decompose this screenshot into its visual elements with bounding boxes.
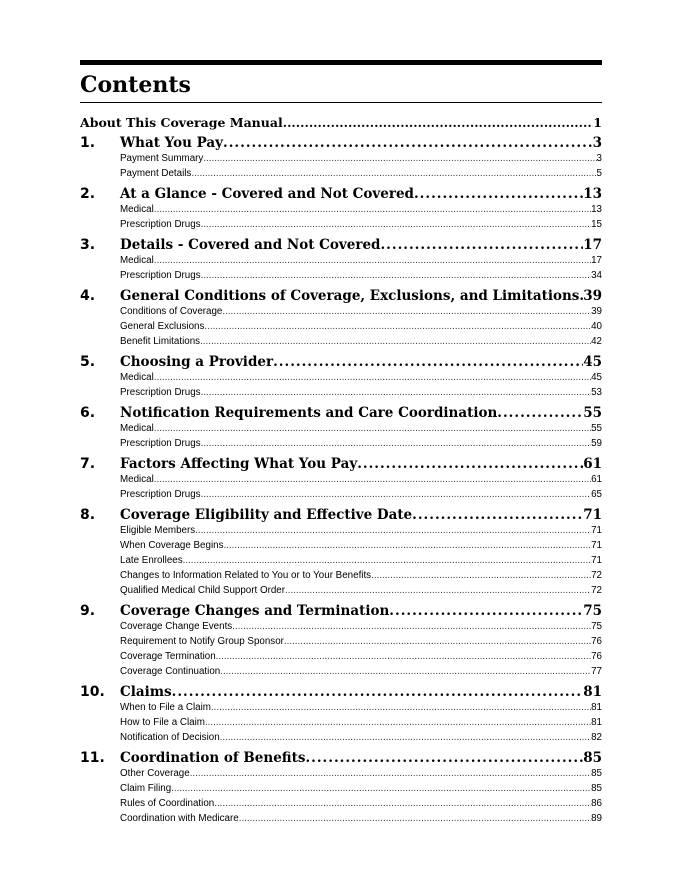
dot-leader (195, 523, 591, 538)
subentry-page: 71 (591, 540, 602, 551)
toc-subentry[interactable] (80, 370, 602, 385)
subentry-page: 53 (591, 387, 602, 398)
chapter-title: What You Pay (120, 135, 224, 151)
dot-leader (283, 115, 594, 130)
subentry-title: Claim Filing (120, 783, 172, 794)
dot-leader (154, 370, 591, 385)
chapter-number: 8. (80, 507, 96, 523)
subentry-title: When Coverage Begins (120, 540, 224, 551)
dot-leader (220, 730, 591, 745)
toc-chapter-1[interactable] (80, 135, 602, 151)
chapter-page: 39 (583, 288, 602, 304)
toc-subentry[interactable] (80, 553, 602, 568)
dot-leader (305, 750, 583, 766)
subentry-title: Payment Summary (120, 153, 204, 164)
chapter-title: Coordination of Benefits (120, 750, 306, 766)
subentry-page: 77 (591, 666, 602, 677)
chapter-title: Notification Requirements and Care Coordination (120, 405, 498, 421)
subentry-page: 72 (591, 585, 602, 596)
subentry-title: How to File a Claim (120, 717, 205, 728)
subentry-title: When to File a Claim (120, 702, 211, 713)
toc-chapter-9[interactable] (80, 603, 602, 619)
toc-subentry[interactable] (80, 619, 602, 634)
toc-subentry[interactable] (80, 385, 602, 400)
toc-subentry[interactable] (80, 472, 602, 487)
dot-leader (273, 354, 583, 370)
dot-leader (191, 166, 596, 181)
chapter-number: 11. (80, 750, 105, 766)
chapter-page: 55 (583, 405, 602, 421)
dot-leader (232, 619, 591, 634)
toc-chapter-6[interactable] (80, 405, 602, 421)
toc-subentry[interactable] (80, 253, 602, 268)
subentry-title: Notification of Decision (120, 732, 220, 743)
subentry-page: 85 (591, 783, 602, 794)
subentry-title: Benefit Limitations (120, 336, 201, 347)
subentry-page: 5 (596, 168, 602, 179)
chapter-title: Factors Affecting What You Pay (120, 456, 358, 472)
subentry-page: 55 (591, 423, 602, 434)
dot-leader (389, 603, 583, 619)
toc-subentry[interactable] (80, 421, 602, 436)
chapter-list (80, 135, 602, 826)
dot-leader (205, 715, 591, 730)
subentry-page: 17 (591, 255, 602, 266)
dot-leader (223, 135, 593, 151)
subentry-title: General Exclusions (120, 321, 205, 332)
subentry-title: Coverage Change Events (120, 621, 233, 632)
subentry-page: 81 (591, 717, 602, 728)
toc-subentry[interactable] (80, 268, 602, 283)
top-rule (80, 60, 602, 65)
toc-subentry[interactable] (80, 568, 602, 583)
subentry-title: Coverage Continuation (120, 666, 221, 677)
toc-subentry[interactable] (80, 538, 602, 553)
subentry-page: 71 (591, 525, 602, 536)
chapter-number: 4. (80, 288, 96, 304)
subentry-title: Coverage Termination (120, 651, 216, 662)
toc-subentry[interactable] (80, 649, 602, 664)
subentry-page: 75 (591, 621, 602, 632)
toc-subentry[interactable] (80, 436, 602, 451)
dot-leader (201, 487, 592, 502)
dot-leader (154, 421, 591, 436)
subentry-page: 15 (591, 219, 602, 230)
dot-leader (211, 700, 591, 715)
toc-chapter-8[interactable] (80, 507, 602, 523)
subentry-page: 76 (591, 636, 602, 647)
dot-leader (412, 507, 583, 523)
dot-leader (172, 684, 584, 700)
subentry-title: Medical (120, 372, 154, 383)
chapter-title: Choosing a Provider (120, 354, 274, 370)
toc-subentry[interactable] (80, 166, 602, 181)
subentry-title: Requirement to Notify Group Sponsor (120, 636, 284, 647)
subentry-page: 59 (591, 438, 602, 449)
dot-leader (285, 583, 591, 598)
toc-subentry[interactable] (80, 715, 602, 730)
subentry-title: Coordination with Medicare (120, 813, 239, 824)
subentry-page: 3 (596, 153, 602, 164)
dot-leader (200, 334, 591, 349)
toc-subentry[interactable] (80, 319, 602, 334)
subentry-page: 39 (591, 306, 602, 317)
dot-leader (284, 634, 591, 649)
subentry-title: Medical (120, 423, 154, 434)
toc-subentry[interactable] (80, 730, 602, 745)
toc-chapter-10[interactable] (80, 684, 602, 700)
subentry-title: Medical (120, 474, 154, 485)
toc-subentry[interactable] (80, 796, 602, 811)
dot-leader (154, 253, 591, 268)
chapter-title: General Conditions of Coverage, Exclusions, and Limitations (120, 288, 580, 304)
subentry-page: 71 (591, 555, 602, 566)
toc-chapter-5[interactable] (80, 354, 602, 370)
toc-chapter-7[interactable] (80, 456, 602, 472)
chapter-page: 3 (592, 135, 602, 151)
chapter-number: 6. (80, 405, 96, 421)
dot-leader (190, 766, 591, 781)
chapter-page: 71 (583, 507, 602, 523)
subentry-title: Medical (120, 204, 154, 215)
dot-leader (201, 268, 592, 283)
chapter-number: 2. (80, 186, 96, 202)
dot-leader (204, 319, 591, 334)
dot-leader (380, 237, 583, 253)
subentry-title: Prescription Drugs (120, 270, 201, 281)
subentry-title: Prescription Drugs (120, 387, 201, 398)
subentry-page: 65 (591, 489, 602, 500)
dot-leader (239, 811, 591, 826)
subentry-title: Conditions of Coverage (120, 306, 223, 317)
subentry-page: 85 (591, 768, 602, 779)
chapter-number: 7. (80, 456, 96, 472)
toc-subentry[interactable] (80, 781, 602, 796)
subentry-page: 42 (591, 336, 602, 347)
chapter-number: 9. (80, 603, 96, 619)
toc-page (80, 60, 602, 826)
toc-subentry[interactable] (80, 304, 602, 319)
chapter-title: Details - Covered and Not Covered (120, 237, 381, 253)
dot-leader (357, 456, 583, 472)
chapter-title: Claims (120, 684, 172, 700)
dot-leader (201, 436, 592, 451)
dot-leader (203, 151, 596, 166)
chapter-page: 45 (583, 354, 602, 370)
toc-subentry[interactable] (80, 811, 602, 826)
subentry-page: 45 (591, 372, 602, 383)
chapter-page: 85 (583, 750, 602, 766)
toc-subentry[interactable] (80, 202, 602, 217)
dot-leader (222, 304, 591, 319)
toc-chapter-3[interactable] (80, 237, 602, 253)
chapter-title: Coverage Changes and Termination (120, 603, 390, 619)
subentry-page: 13 (591, 204, 602, 215)
dot-leader (371, 568, 591, 583)
toc-subentry[interactable] (80, 151, 602, 166)
dot-leader (414, 186, 583, 202)
toc-subentry[interactable] (80, 664, 602, 679)
dot-leader (183, 553, 591, 568)
subentry-title: Payment Details (120, 168, 192, 179)
toc-entry-about[interactable] (80, 115, 602, 130)
subentry-page: 86 (591, 798, 602, 809)
dot-leader (216, 649, 591, 664)
subentry-title: Prescription Drugs (120, 219, 201, 230)
dot-leader (223, 538, 591, 553)
chapter-number: 1. (80, 135, 96, 151)
chapter-page: 81 (583, 684, 602, 700)
dot-leader (154, 472, 591, 487)
subentry-title: Late Enrollees (120, 555, 183, 566)
dot-leader (220, 664, 591, 679)
subentry-page: 89 (591, 813, 602, 824)
dot-leader (214, 796, 591, 811)
toc-chapter-2[interactable] (80, 186, 602, 202)
subentry-page: 40 (591, 321, 602, 332)
subentry-title: Qualified Medical Child Support Order (120, 585, 285, 596)
chapter-title: At a Glance - Covered and Not Covered (120, 186, 414, 202)
subentry-title: Changes to Information Related to You or to Your Benefits (120, 570, 372, 581)
subentry-title: Prescription Drugs (120, 438, 201, 449)
toc-subentry[interactable] (80, 766, 602, 781)
subentry-title: Rules of Coordination (120, 798, 215, 809)
subentry-title: Other Coverage (120, 768, 190, 779)
dot-leader (201, 385, 592, 400)
subentry-page: 34 (591, 270, 602, 281)
subentry-title: Eligible Members (120, 525, 196, 536)
chapter-page: 75 (583, 603, 602, 619)
toc-subentry[interactable] (80, 523, 602, 538)
toc-entry-title: About This Coverage Manual (80, 115, 283, 130)
page-title: Contents (80, 71, 602, 103)
subentry-page: 82 (591, 732, 602, 743)
toc-entry-page: 1 (593, 115, 602, 130)
chapter-number: 3. (80, 237, 96, 253)
toc-subentry[interactable] (80, 583, 602, 598)
chapter-title: Coverage Eligibility and Effective Date (120, 507, 413, 523)
subentry-page: 76 (591, 651, 602, 662)
toc-subentry[interactable] (80, 487, 602, 502)
dot-leader (201, 217, 592, 232)
toc-chapter-4[interactable] (80, 288, 602, 304)
subentry-page: 61 (591, 474, 602, 485)
dot-leader (154, 202, 591, 217)
chapter-number: 5. (80, 354, 96, 370)
toc-chapter-11[interactable] (80, 750, 602, 766)
subentry-title: Medical (120, 255, 154, 266)
chapter-page: 13 (583, 186, 602, 202)
subentry-title: Prescription Drugs (120, 489, 201, 500)
chapter-page: 17 (583, 237, 602, 253)
dot-leader (171, 781, 591, 796)
toc-subentry[interactable] (80, 217, 602, 232)
chapter-number: 10. (80, 684, 105, 700)
toc-subentry[interactable] (80, 700, 602, 715)
toc-subentry[interactable] (80, 334, 602, 349)
subentry-page: 81 (591, 702, 602, 713)
chapter-page: 61 (583, 456, 602, 472)
toc-subentry[interactable] (80, 634, 602, 649)
subentry-page: 72 (591, 570, 602, 581)
dot-leader (497, 405, 583, 421)
